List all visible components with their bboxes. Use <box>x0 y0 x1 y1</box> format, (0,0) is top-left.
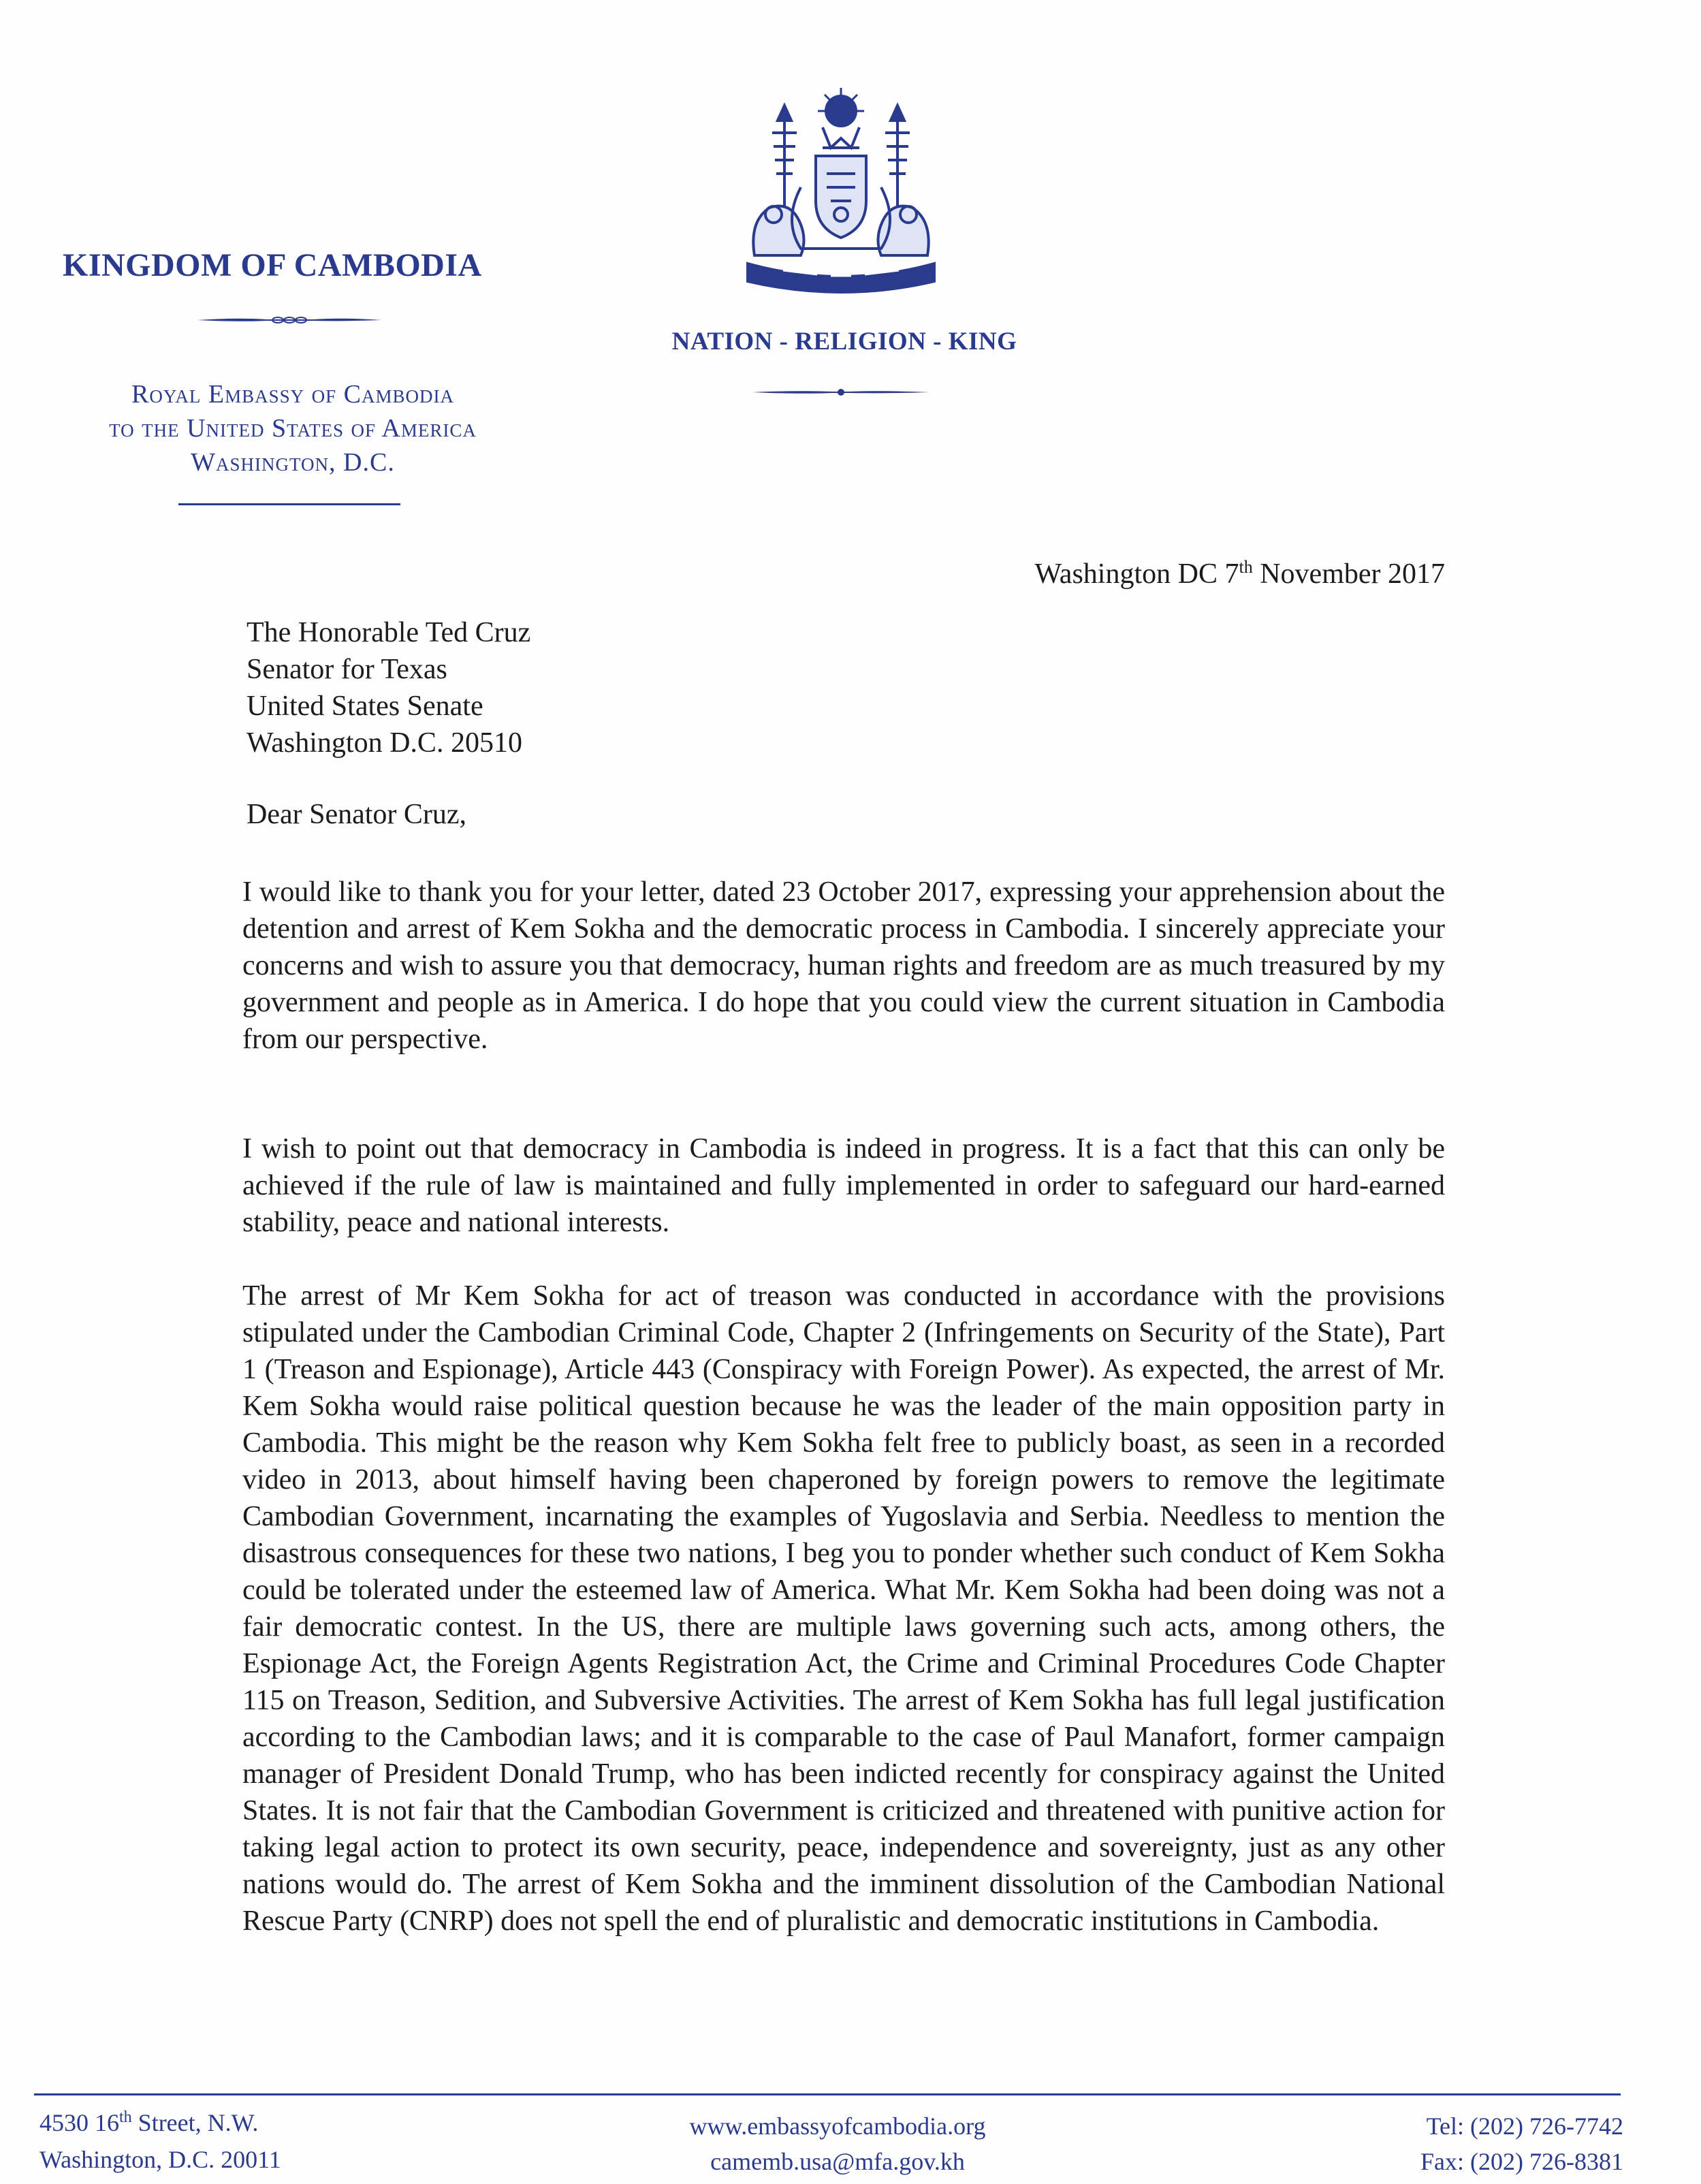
flourish-ornament-icon <box>197 315 381 326</box>
email-link[interactable]: camemb.usa@mfa.gov.kh <box>710 2148 965 2175</box>
date-ordinal: th <box>1239 557 1253 577</box>
telephone-number: Tel: (202) 726-7742 <box>1426 2112 1623 2140</box>
body-paragraph: I wish to point out that democracy in Cambodia is indeed in progress. It is a fact that this can only be achieved if the rule of law is maintained and fully implemented in order to safeguard our hard-earned stability, peace and national interests. <box>242 1133 1445 1238</box>
footer-contact-phone <box>1294 2108 1623 2179</box>
recipient-line: Washington D.C. 20510 <box>247 727 522 759</box>
address-text: 4530 16 <box>39 2109 119 2136</box>
recipient-line: Senator for Texas <box>247 654 447 685</box>
embassy-line: Washington, D.C. <box>191 448 395 477</box>
embassy-line: Royal Embassy of Cambodia <box>131 380 454 409</box>
website-link[interactable]: www.embassyofcambodia.org <box>689 2112 986 2140</box>
footer-address-line: Washington, D.C. 20011 <box>39 2146 281 2173</box>
address-ordinal: th <box>119 2108 132 2126</box>
date-text: Washington DC 7 <box>1034 558 1239 590</box>
recipient-line: United States Senate <box>247 691 483 722</box>
recipient-line: The Honorable Ted Cruz <box>247 617 531 648</box>
footer-divider <box>34 2093 1621 2095</box>
divider <box>178 503 400 505</box>
letter-date <box>885 557 1445 590</box>
footer-contact-web <box>613 2108 1062 2179</box>
recipient-address <box>247 614 530 761</box>
national-motto: NATION - RELIGION - KING <box>671 328 1017 355</box>
royal-crest-icon <box>742 85 940 296</box>
footer-address <box>39 2099 281 2178</box>
fax-number: Fax: (202) 726-8381 <box>1420 2148 1623 2175</box>
body-paragraph: I would like to thank you for your letter, dated 23 October 2017, expressing your apprehension about the detention and arrest of Kem Sokha and the democratic process in Cambodia. I sincerely appreciate your concerns and wish to assure you that democracy, human rights and freedom are as much treasured by my government and people as in America. I do hope that you could view the current situation in Cambodia from our perspective. <box>242 876 1445 1055</box>
address-text: Street, N.W. <box>131 2109 259 2136</box>
embassy-line: to the United States of America <box>109 414 477 443</box>
date-text: November 2017 <box>1252 558 1445 590</box>
salutation: Dear Senator Cruz, <box>247 799 467 830</box>
embassy-address-block <box>54 377 531 479</box>
flourish-ornament-icon <box>752 387 929 397</box>
body-paragraph: The arrest of Mr Kem Sokha for act of treason was conducted in accordance with the provisions stipulated under the Cambodian Criminal Code, Chapter 2 (Infringements on Security of the State), Part 1 (Treason and Espionage), Article 443 (Conspiracy with Foreign Power). As expected, the arrest of Mr. Kem Sokha would raise political question because he was the leader of the main opposition party in Cambodia. This might be the reason why Kem Sokha felt free to publicly boast, as seen in a recorded video in 2013, about himself having been chaperoned by foreign powers to remove the legitimate Cambodian Government, incarnating the examples of Yugoslavia and Serbia. Needless to mention the disastrous consequences for these two nations, I beg you to ponder whether such conduct of Kem Sokha could be tolerated under the esteemed law of America. What Mr. Kem Sokha had been doing was not a fair democratic contest. In the US, there are multiple laws governing such acts, among others, the Espionage Act, the Foreign Agents Registration Act, the Crime and Criminal Procedures Code Chapter 115 on Treason, Sedition, and Subversive Activities. The arrest of Kem Sokha has full legal justification according to the Cambodian laws; and it is comparable to the case of Paul Manafort, former campaign manager of President Donald Trump, who has been indicted recently for conspiracy against the United States. It is not fair that the Cambodian Government is criticized and threatened with punitive action for taking legal action to protect its own security, peace, independence and sovereignty, just as any other nations would do. The arrest of Kem Sokha and the imminent dissolution of the Cambodian National Rescue Party (CNRP) does not spell the end of pluralistic and democratic institutions in Cambodia. <box>242 1280 1445 1937</box>
footer-address-line <box>39 2099 281 2141</box>
kingdom-title: KINGDOM OF CAMBODIA <box>63 247 482 283</box>
